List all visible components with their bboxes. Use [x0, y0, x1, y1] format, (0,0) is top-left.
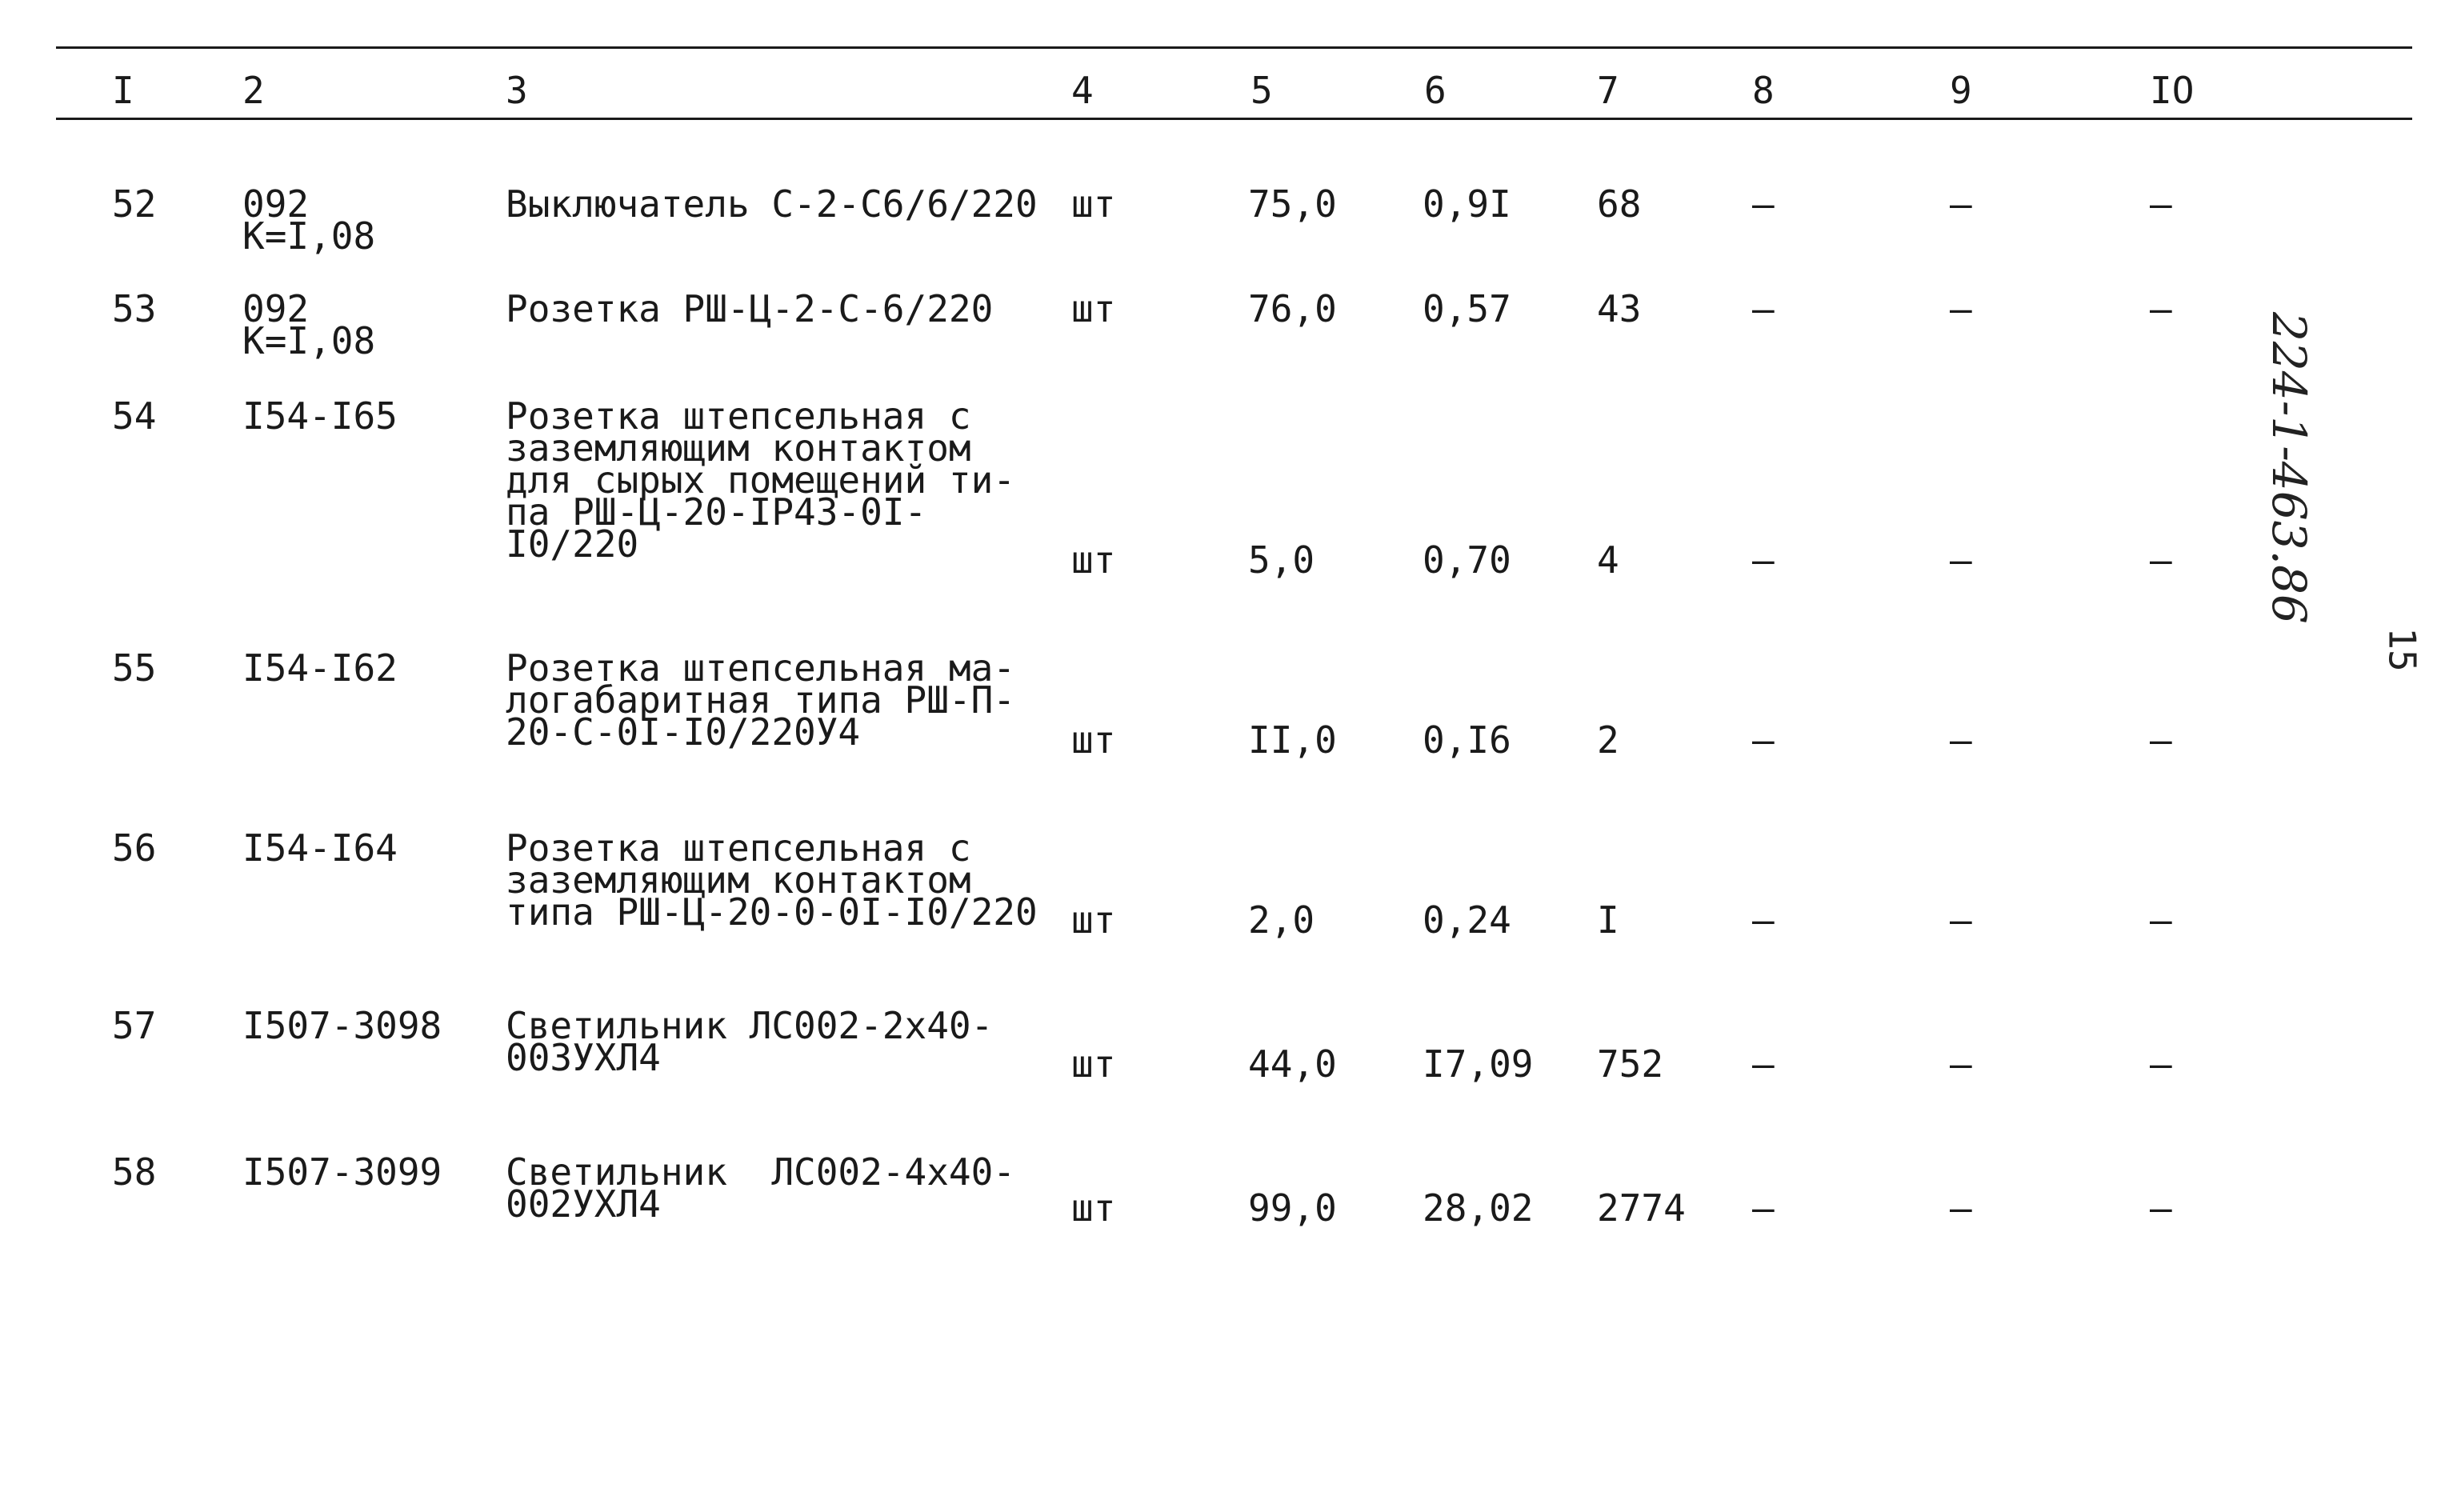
row-name: Светильник ЛС002-4х40- 002УХЛ4 — [506, 1150, 1015, 1226]
row-col9: – — [1950, 1042, 1972, 1086]
row-quantity: 76,0 — [1248, 287, 1337, 330]
col-header-8: 8 — [1752, 69, 1775, 112]
row-col8: – — [1752, 1186, 1775, 1230]
row-total: I — [1597, 898, 1619, 942]
row-col8: – — [1752, 1042, 1775, 1086]
row-unit: шт — [1071, 538, 1116, 582]
header-rule — [56, 118, 2412, 120]
row-price: 0,70 — [1423, 538, 1511, 582]
col-header-10: IO — [2150, 69, 2195, 112]
row-col9: – — [1950, 898, 1972, 942]
row-total: 43 — [1597, 287, 1642, 330]
row-unit: шт — [1071, 1042, 1116, 1086]
row-unit: шт — [1071, 182, 1116, 226]
row-number: 54 — [112, 394, 157, 438]
row-number: 53 — [112, 287, 157, 330]
row-col9: – — [1950, 182, 1972, 226]
row-total: 4 — [1597, 538, 1619, 582]
row-col8: – — [1752, 718, 1775, 762]
row-total: 752 — [1597, 1042, 1664, 1086]
row-unit: шт — [1071, 1186, 1116, 1230]
row-total: 2 — [1597, 718, 1619, 762]
col-header-1: I — [112, 69, 134, 112]
row-col8: – — [1752, 538, 1775, 582]
row-price: 0,I6 — [1423, 718, 1511, 762]
row-number: 57 — [112, 1004, 157, 1047]
row-code: I54-I65 — [242, 394, 398, 438]
row-code: I54-I64 — [242, 826, 398, 870]
row-number: 55 — [112, 646, 157, 690]
row-unit: шт — [1071, 718, 1116, 762]
row-quantity: II,0 — [1248, 718, 1337, 762]
row-col10: – — [2150, 1042, 2172, 1086]
row-code: 092 К=I,08 — [242, 287, 376, 362]
row-number: 58 — [112, 1150, 157, 1194]
row-price: 0,57 — [1423, 287, 1511, 330]
row-col9: – — [1950, 718, 1972, 762]
row-name: Выключатель С-2-С6/6/220 — [506, 182, 1038, 226]
col-header-9: 9 — [1950, 69, 1972, 112]
row-col10: – — [2150, 538, 2172, 582]
row-price: 0,9I — [1423, 182, 1511, 226]
row-code: I507-3098 — [242, 1004, 442, 1047]
col-header-3: 3 — [506, 69, 528, 112]
row-unit: шт — [1071, 287, 1116, 330]
row-col10: – — [2150, 287, 2172, 330]
col-header-6: 6 — [1424, 69, 1447, 112]
row-price: 0,24 — [1423, 898, 1511, 942]
col-header-5: 5 — [1251, 69, 1273, 112]
row-quantity: 44,0 — [1248, 1042, 1337, 1086]
col-header-4: 4 — [1071, 69, 1094, 112]
row-number: 52 — [112, 182, 157, 226]
row-code: I54-I62 — [242, 646, 398, 690]
margin-document-code: 224-1-463.86 — [2262, 312, 2316, 624]
row-code: 092 К=I,08 — [242, 182, 376, 258]
row-quantity: 99,0 — [1248, 1186, 1337, 1230]
row-quantity: 5,0 — [1248, 538, 1315, 582]
col-header-2: 2 — [242, 69, 265, 112]
row-total: 68 — [1597, 182, 1642, 226]
row-total: 2774 — [1597, 1186, 1686, 1230]
top-rule — [56, 46, 2412, 49]
row-col8: – — [1752, 287, 1775, 330]
page-number: 15 — [2380, 627, 2424, 672]
row-price: I7,09 — [1423, 1042, 1534, 1086]
row-col8: – — [1752, 182, 1775, 226]
row-name: Розетка РШ-Ц-2-С-6/220 — [506, 287, 994, 330]
row-name: Розетка штепсельная ма- логабаритная типа РШ-П- 20-С-0I-I0/220У4 — [506, 646, 1015, 754]
row-col9: – — [1950, 538, 1972, 582]
row-col9: – — [1950, 1186, 1972, 1230]
row-code: I507-3099 — [242, 1150, 442, 1194]
row-number: 56 — [112, 826, 157, 870]
row-col10: – — [2150, 898, 2172, 942]
row-name: Светильник ЛС002-2х40- 003УХЛ4 — [506, 1004, 994, 1079]
row-price: 28,02 — [1423, 1186, 1534, 1230]
row-name: Розетка штепсельная с заземляющим контактом типа РШ-Ц-20-0-0I-I0/220 — [506, 826, 1038, 934]
row-quantity: 2,0 — [1248, 898, 1315, 942]
col-header-7: 7 — [1597, 69, 1619, 112]
row-col10: – — [2150, 182, 2172, 226]
row-col10: – — [2150, 1186, 2172, 1230]
row-name: Розетка штепсельная с заземляющим контактом для сырых помещений ти- па РШ-Ц-20-IP43-0I- I0/220 — [506, 394, 1015, 566]
row-col8: – — [1752, 898, 1775, 942]
row-col9: – — [1950, 287, 1972, 330]
row-unit: шт — [1071, 898, 1116, 942]
row-quantity: 75,0 — [1248, 182, 1337, 226]
row-col10: – — [2150, 718, 2172, 762]
